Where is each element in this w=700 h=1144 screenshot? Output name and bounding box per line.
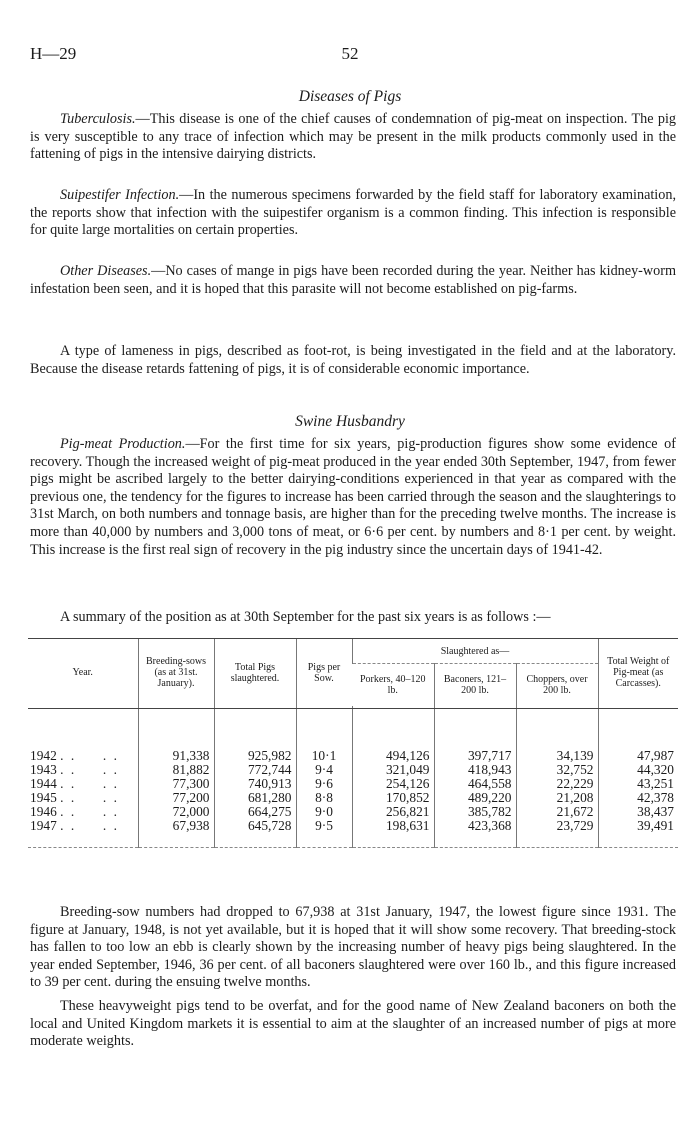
breeding-sows-cell: 81,882 [138, 763, 214, 777]
pig-meat-paragraph [30, 436, 676, 559]
year-label: 1946 [30, 804, 57, 819]
table-row [28, 777, 678, 791]
pigs-per-sow-cell: 9·0 [296, 805, 352, 819]
baconers-cell: 385,782 [434, 805, 516, 819]
choppers-cell: 32,752 [516, 763, 598, 777]
pig-summary-table [28, 638, 678, 848]
pigs-per-sow-cell: 9·5 [296, 819, 352, 848]
lameness-paragraph [30, 343, 676, 378]
suipestifer-text: —In the numerous specimens forwarded by the field staff for laboratory examination, the reports show that infection with the suipestifer organism is a common finding. This infection is responsible for quite large mortalities on certain properties. [30, 187, 676, 239]
year-cell [28, 749, 138, 763]
pig-meat-text: —For the first time for six years, pig-production figures show some evidence of recovery. Though the increased weight of pig-meat produced in the year ended 30th September, 1947, from fewer pigs might be ascribed largely to the better dairying-conditions experienced in that year as compared with the previous one, the tendency for the figures to increase has been carried through the season and the slaughterings to 31st March, on both numbers and tonnage basis, are higher than for the preceding twelve months. The increase is more than 40,000 by numbers and 3,000 tons of meat, or 6·6 per cent. by numbers and 8·1 per cent. by weight. This increase is the first real sign of recovery in the pig industry since the uncertain days of 1941-42. [30, 436, 676, 558]
porkers-cell: 170,852 [352, 791, 434, 805]
col-choppers-header: Choppers, over 200 lb. [516, 664, 598, 707]
total-pigs-cell: 645,728 [214, 819, 296, 848]
col-porkers-header: Porkers, 40–120 lb. [359, 674, 426, 696]
year-label: 1942 [30, 748, 57, 763]
tuberculosis-lead: Tuberculosis. [60, 111, 136, 127]
choppers-cell: 34,139 [516, 749, 598, 763]
total-weight-cell: 43,251 [598, 777, 678, 791]
pigs-per-sow-cell: 8·8 [296, 791, 352, 805]
diseases-heading: Diseases of Pigs [298, 88, 402, 105]
other-diseases-paragraph [30, 263, 676, 298]
page-number: 52 [341, 44, 359, 63]
breeding-sows-cell: 77,200 [138, 791, 214, 805]
husbandry-heading: Swine Husbandry [295, 413, 405, 430]
choppers-cell: 23,729 [516, 819, 598, 848]
col-baconers-header: Baconers, 121–200 lb. [434, 664, 516, 707]
slaughtered-as-header: Slaughtered as— [352, 639, 598, 664]
year-leader-dots: . . . . [60, 804, 119, 819]
pigs-per-sow-cell: 9·4 [296, 763, 352, 777]
heavyweight-paragraph [30, 998, 676, 1051]
total-weight-cell: 39,491 [598, 819, 678, 848]
table-row [28, 763, 678, 777]
year-leader-dots: . . . . [60, 776, 119, 791]
year-label: 1945 [30, 790, 57, 805]
other-diseases-text: —No cases of mange in pigs have been recorded during the year. Neither has kidney-worm infestation been seen, and it is hoped that this parasite will not become established on pig-farms. [30, 263, 676, 297]
table-row [28, 819, 678, 848]
porkers-cell: 256,821 [352, 805, 434, 819]
col-total-weight-header: Total Weight of Pig-meat (as Carcasses). [598, 639, 678, 707]
baconers-cell: 418,943 [434, 763, 516, 777]
year-leader-dots: . . . . [60, 748, 119, 763]
pig-meat-lead: Pig-meat Production. [60, 436, 186, 452]
report-reference: H—29 [30, 44, 77, 63]
year-cell [28, 805, 138, 819]
col-breeding-sows-header: Breeding-sows (as at 31st. January). [138, 639, 214, 707]
year-cell [28, 763, 138, 777]
breeding-sow-paragraph [30, 904, 676, 992]
summary-intro-text: A summary of the position as at 30th September for the past six years is as follows :— [60, 609, 551, 625]
baconers-cell: 423,368 [434, 819, 516, 848]
total-pigs-cell: 664,275 [214, 805, 296, 819]
pigs-per-sow-cell: 9·6 [296, 777, 352, 791]
col-pigs-per-sow-header: Pigs per Sow. [296, 639, 352, 707]
other-diseases-lead: Other Diseases. [60, 263, 152, 279]
choppers-cell: 22,229 [516, 777, 598, 791]
porkers-cell: 321,049 [352, 763, 434, 777]
table-header-row [28, 639, 678, 664]
lameness-text: A type of lameness in pigs, described as foot-rot, is being investigated in the field and at the laboratory. Because the disease retards fattening of pigs, it is of considerable economic importance. [30, 343, 676, 377]
baconers-cell: 489,220 [434, 791, 516, 805]
year-leader-dots: . . . . [60, 818, 119, 833]
total-weight-cell: 42,378 [598, 791, 678, 805]
choppers-cell: 21,208 [516, 791, 598, 805]
porkers-cell: 254,126 [352, 777, 434, 791]
baconers-cell: 397,717 [434, 749, 516, 763]
suipestifer-lead: Suipestifer Infection. [60, 187, 180, 203]
breeding-sows-cell: 91,338 [138, 749, 214, 763]
choppers-cell: 21,672 [516, 805, 598, 819]
table-row [28, 791, 678, 805]
total-weight-cell: 47,987 [598, 749, 678, 763]
heavyweight-text: These heavyweight pigs tend to be overfat, and for the good name of New Zealand baconers on both the local and United Kingdom markets it is essential to aim at the slaughter of an increased number of pigs at more moderate weights. [30, 998, 676, 1050]
year-cell [28, 791, 138, 805]
porkers-cell: 494,126 [352, 749, 434, 763]
breeding-sows-cell: 72,000 [138, 805, 214, 819]
year-label: 1944 [30, 776, 57, 791]
total-pigs-cell: 772,744 [214, 763, 296, 777]
total-pigs-cell: 681,280 [214, 791, 296, 805]
table-body [28, 749, 678, 848]
total-pigs-cell: 740,913 [214, 777, 296, 791]
tuberculosis-text: —This disease is one of the chief causes of condemnation of pig-meat on inspection. The pig is very susceptible to any trace of infection which may be present in the milk products commonly used in the fattening of pigs in the intensive dairying districts. [30, 111, 676, 163]
summary-intro-paragraph [30, 609, 676, 627]
year-leader-dots: . . . . [60, 790, 119, 805]
table-row [28, 749, 678, 763]
year-label: 1943 [30, 762, 57, 777]
breeding-sows-cell: 77,300 [138, 777, 214, 791]
col-total-pigs-header: Total Pigs slaughtered. [214, 639, 296, 707]
col-year-header: Year. [28, 639, 138, 707]
pigs-per-sow-cell: 10·1 [296, 749, 352, 763]
total-weight-cell: 38,437 [598, 805, 678, 819]
total-weight-cell: 44,320 [598, 763, 678, 777]
total-pigs-cell: 925,982 [214, 749, 296, 763]
baconers-cell: 464,558 [434, 777, 516, 791]
breeding-sow-text: Breeding-sow numbers had dropped to 67,938 at 31st January, 1947, the lowest figure since 1931. The figure at January, 1948, is not yet available, but it is hoped that it will show some recovery. That breeding-stock has fallen to too low an ebb is clearly shown by the increasing number of heavy pigs being slaughtered. In the year ended September, 1946, 36 per cent. of all baconers slaughtered were over 160 lb., and this figure increased to 39 per cent. during the ensuing twelve months. [30, 904, 676, 991]
breeding-sows-cell: 67,938 [138, 819, 214, 848]
suipestifer-paragraph [30, 187, 676, 240]
year-label: 1947 [30, 818, 57, 833]
porkers-cell: 198,631 [352, 819, 434, 848]
tuberculosis-paragraph [30, 111, 676, 164]
year-leader-dots: . . . . [60, 762, 119, 777]
table-row [28, 805, 678, 819]
year-cell [28, 777, 138, 791]
year-cell [28, 819, 138, 848]
